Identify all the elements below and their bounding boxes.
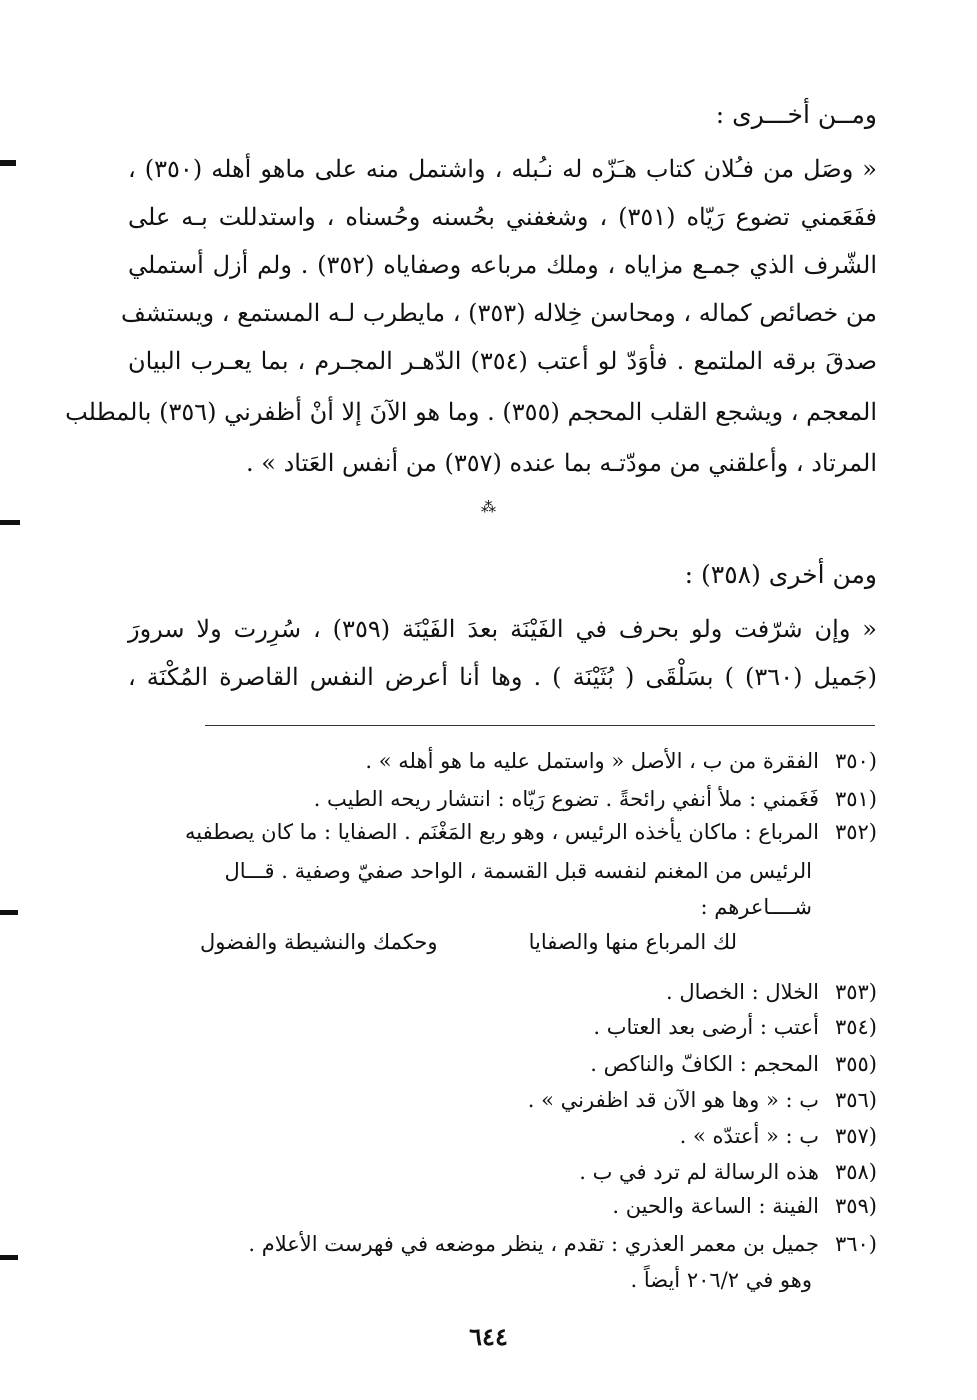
footnote-item — [128, 1013, 877, 1041]
footnote-number: (٣٥٧ — [834, 1124, 877, 1148]
letter-line: (جَميل (٣٦٠) ) بسَلْقَى ( بُثَيْنَة ) . وها أنا أعرض النفس القاصرة المُكْنَة ، — [128, 663, 877, 691]
letter-line: « وصَل من فـُلان كتاب هـَزّه له نـُبله ، واشتمل منه على ماهو أهله (٣٥٠) ، — [128, 155, 877, 183]
footnote-item — [128, 1122, 877, 1150]
footnote-number: (٣٥٥ — [834, 1052, 877, 1076]
footnote-divider — [205, 725, 875, 726]
footnote-text: هذه الرسالة لم ترد في ب . — [579, 1160, 819, 1184]
footnote-text: ب : « أعتدّه » . — [679, 1124, 819, 1148]
footnote-item — [128, 1158, 877, 1186]
section-separator: ⁂ — [481, 498, 496, 516]
footnote-text: الفقرة من ب ، الأصل « واستمل عليه ما هو أهله » . — [365, 749, 819, 773]
footnote-number: (٣٥٦ — [834, 1088, 877, 1112]
section-heading-2: ومن أخرى (٣٥٨) : — [684, 560, 877, 589]
scan-mark — [0, 910, 18, 915]
poetry-verse — [200, 928, 737, 956]
footnote-number: (٣٥٤ — [834, 1015, 877, 1039]
letter-line: صدقَ برقه الملتمع . فأوَدّ لو أعتب (٣٥٤) الدّهـر المجـرم ، بما يعـرب البيان — [128, 347, 878, 375]
letter-line: من خصائص كماله ، ومحاسن خِلاله (٣٥٣) ، مايطرب لـه المستمع ، ويستشف — [120, 299, 877, 327]
footnote-text: أعتب : أرضى بعد العتاب . — [593, 1015, 819, 1039]
letter-line: ففَعَمني تضوع رَيّاه (٣٥١) ، وشغفني بحُسنه وحُسناه ، واستدللت بـه على — [128, 203, 877, 231]
letter-line: المعجم ، ويشجع القلب المحجم (٣٥٥) . وما هو الآنَ إلا أنْ أظفرني (٣٥٦) بالمطلب — [65, 398, 877, 426]
footnote-item — [128, 1086, 877, 1114]
footnote-continuation: شــــاعرهم : — [700, 895, 812, 919]
footnote-number: (٣٥٣ — [834, 980, 877, 1004]
letter-line: « وإن شرّفت ولو بحرف في الفَيْنَة بعدَ الفَيْنَة (٣٥٩) ، سُرِرت ولا سرورَ — [128, 615, 877, 643]
footnote-number: (٣٥٠ — [834, 749, 877, 773]
footnote-item — [128, 978, 877, 1006]
footnote-item — [128, 785, 877, 813]
footnote-item — [128, 1230, 877, 1258]
scan-mark — [0, 520, 20, 525]
footnote-text: الفينة : الساعة والحين . — [612, 1194, 819, 1218]
footnote-number: (٣٦٠ — [834, 1232, 877, 1256]
letter-line: الشّرف الذي جمـع مزاياه ، وملك مرباعه وصفاياه (٣٥٢) . ولم أزل أستملي — [128, 251, 878, 279]
footnote-item — [128, 1192, 877, 1220]
footnote-number: (٣٥٩ — [834, 1194, 877, 1218]
footnote-number: (٣٥٢ — [834, 820, 877, 844]
verse-first-hemistich: لك المرباع منها والصفايا — [528, 930, 737, 954]
footnote-continuation: وهو في ٢٠٦/٢ أيضاً . — [630, 1268, 812, 1292]
section-heading-1: ومــن أخـــرى : — [715, 100, 877, 129]
footnote-text: المحجم : الكافّ والناكص . — [590, 1052, 819, 1076]
footnote-item — [128, 1050, 877, 1078]
letter-line: المرتاد ، وأعلقني من مودّتـه بما عنده (٣٥٧) من أنفس العَتاد » . — [246, 449, 877, 477]
footnote-text: ب : « وها هو الآن قد اظفرني » . — [527, 1088, 819, 1112]
footnote-item — [128, 747, 877, 775]
footnote-text: جميل بن معمر العذري : تقدم ، ينظر موضعه في فهرست الأعلام . — [248, 1232, 819, 1256]
footnote-number: (٣٥٨ — [834, 1160, 877, 1184]
footnote-item — [128, 818, 877, 846]
page-number: ٦٤٤ — [469, 1322, 508, 1351]
footnote-text: فَغَمني : ملأ أنفي رائحةً . تضوع رَيّاه : انتشار ريحه الطيب . — [313, 787, 819, 811]
footnote-continuation: الرئيس من المغنم لنفسه قبل القسمة ، الواحد صفيّ وصفية . قـــال — [224, 859, 812, 883]
footnote-text: المرباع : ماكان يأخذه الرئيس ، وهو ربع المَغْنَم . الصفايا : ما كان يصطفيه — [185, 820, 819, 844]
footnote-number: (٣٥١ — [834, 787, 877, 811]
footnote-text: الخلال : الخصال . — [665, 980, 819, 1004]
verse-second-hemistich: وحكمك والنشيطة والفضول — [200, 930, 438, 954]
scan-mark — [0, 160, 16, 166]
scan-mark — [0, 1255, 18, 1260]
